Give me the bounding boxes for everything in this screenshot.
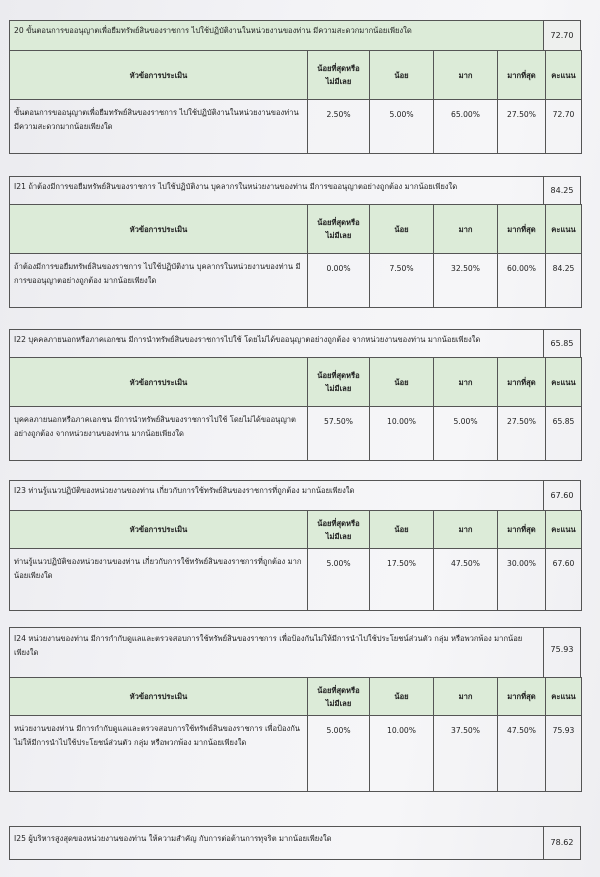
high-cell: 32.50%: [434, 254, 498, 308]
criteria-cell: ถ้าต้องมีการขอยืมทรัพย์สินของราชการ ไปใช้ปฏิบัติงาน บุคลากรในหน่วยงานของท่าน มีการขออนุญาตอย่างถูกต้อง มากน้อยเพียงใด: [10, 254, 308, 308]
col-header-criteria: หัวข้อการประเมิน: [10, 511, 308, 549]
col-header-criteria: หัวข้อการประเมิน: [10, 678, 308, 716]
high-cell: 47.50%: [434, 549, 498, 611]
col-header-high: มาก: [434, 51, 498, 100]
question-text: I23 ท่านรู้แนวปฏิบัติของหน่วยงานของท่าน เกี่ยวกับการใช้ทรัพย์สินของราชการที่ถูกต้อง มากน้อยเพียงใด: [14, 486, 355, 495]
col-header-low: น้อย: [370, 511, 434, 549]
assessment-table: [9, 677, 582, 792]
assessment-item-21: [9, 176, 581, 285]
question-text: 20 ขั้นตอนการขออนุญาตเพื่อยืมทรัพย์สินของราชการ ไปใช้ปฏิบัติงานในหน่วยงานของท่าน มีความสะดวกมากน้อยเพียงใด: [14, 26, 412, 35]
least-cell: 2.50%: [308, 100, 370, 154]
criteria-cell: หน่วยงานของท่าน มีการกำกับดูแลและตรวจสอบการใช้ทรัพย์สินของราชการ เพื่อป้องกันไม่ให้มีการนำไปใช้ประโยชน์ส่วนตัว กลุ่ม หรือพวกพ้อง มากน้อยเพียงใด: [10, 716, 308, 792]
highest-cell: 60.00%: [498, 254, 546, 308]
table-header-row: [10, 358, 582, 407]
score-cell: 75.93: [546, 716, 582, 792]
col-header-score: คะแนน: [546, 205, 582, 254]
table-header-row: [10, 511, 582, 549]
assessment-table: [9, 510, 582, 611]
col-header-highest: มากที่สุด: [498, 678, 546, 716]
score-cell: 84.25: [546, 254, 582, 308]
table-header-row: [10, 205, 582, 254]
question-header: [9, 480, 581, 512]
col-header-criteria: หัวข้อการประเมิน: [10, 51, 308, 100]
criteria-cell: ขั้นตอนการขออนุญาตเพื่อยืมทรัพย์สินของราชการ ไปใช้ปฏิบัติงานในหน่วยงานของท่าน มีความสะดวกมากน้อยเพียงใด: [10, 100, 308, 154]
col-header-highest: มากที่สุด: [498, 511, 546, 549]
col-header-criteria: หัวข้อการประเมิน: [10, 358, 308, 407]
table-row: [10, 254, 582, 308]
question-score: 72.70: [543, 21, 580, 51]
question-score: 78.62: [543, 827, 580, 859]
question-header: [9, 329, 581, 359]
col-header-low: น้อย: [370, 205, 434, 254]
col-header-high: มาก: [434, 678, 498, 716]
col-header-score: คะแนน: [546, 511, 582, 549]
question-header: [9, 826, 581, 860]
score-cell: 72.70: [546, 100, 582, 154]
assessment-item-25: [9, 826, 581, 860]
table-row: [10, 100, 582, 154]
criteria-cell: บุคคลภายนอกหรือภาคเอกชน มีการนำทรัพย์สินของราชการไปใช้ โดยไม่ได้ขออนุญาตอย่างถูกต้อง จากหน่วยงานของท่าน มากน้อยเพียงใด: [10, 407, 308, 461]
assessment-item-24: [9, 627, 581, 747]
low-cell: 5.00%: [370, 100, 434, 154]
col-header-high: มาก: [434, 358, 498, 407]
high-cell: 65.00%: [434, 100, 498, 154]
col-header-highest: มากที่สุด: [498, 358, 546, 407]
assessment-item-22: [9, 329, 581, 438]
col-header-high: มาก: [434, 511, 498, 549]
col-header-high: มาก: [434, 205, 498, 254]
high-cell: 5.00%: [434, 407, 498, 461]
low-cell: 7.50%: [370, 254, 434, 308]
col-header-least: น้อยที่สุดหรือไม่มีเลย: [308, 511, 370, 549]
highest-cell: 47.50%: [498, 716, 546, 792]
least-cell: 0.00%: [308, 254, 370, 308]
col-header-low: น้อย: [370, 358, 434, 407]
question-header: [9, 176, 581, 206]
col-header-highest: มากที่สุด: [498, 51, 546, 100]
criteria-cell: ท่านรู้แนวปฏิบัติของหน่วยงานของท่าน เกี่ยวกับการใช้ทรัพย์สินของราชการที่ถูกต้อง มากน้อยเพียงใด: [10, 549, 308, 611]
col-header-score: คะแนน: [546, 678, 582, 716]
score-cell: 65.85: [546, 407, 582, 461]
question-score: 65.85: [543, 330, 580, 358]
col-header-highest: มากที่สุด: [498, 205, 546, 254]
col-header-score: คะแนน: [546, 51, 582, 100]
highest-cell: 27.50%: [498, 407, 546, 461]
col-header-low: น้อย: [370, 678, 434, 716]
col-header-least: น้อยที่สุดหรือไม่มีเลย: [308, 205, 370, 254]
table-header-row: [10, 678, 582, 716]
col-header-low: น้อย: [370, 51, 434, 100]
table-row: [10, 407, 582, 461]
highest-cell: 30.00%: [498, 549, 546, 611]
question-header: [9, 627, 581, 679]
table-row: [10, 716, 582, 792]
high-cell: 37.50%: [434, 716, 498, 792]
least-cell: 5.00%: [308, 716, 370, 792]
question-header: [9, 20, 581, 52]
score-cell: 67.60: [546, 549, 582, 611]
col-header-score: คะแนน: [546, 358, 582, 407]
assessment-table: [9, 204, 582, 308]
col-header-criteria: หัวข้อการประเมิน: [10, 205, 308, 254]
col-header-least: น้อยที่สุดหรือไม่มีเลย: [308, 51, 370, 100]
question-score: 84.25: [543, 177, 580, 205]
highest-cell: 27.50%: [498, 100, 546, 154]
table-header-row: [10, 51, 582, 100]
col-header-least: น้อยที่สุดหรือไม่มีเลย: [308, 358, 370, 407]
assessment-table: [9, 357, 582, 461]
low-cell: 10.00%: [370, 407, 434, 461]
col-header-least: น้อยที่สุดหรือไม่มีเลย: [308, 678, 370, 716]
table-row: [10, 549, 582, 611]
question-text: I21 ถ้าต้องมีการขอยืมทรัพย์สินของราชการ ไปใช้ปฏิบัติงาน บุคลากรในหน่วยงานของท่าน มีการขออนุญาตอย่างถูกต้อง มากน้อยเพียงใด: [14, 182, 458, 191]
question-text: I24 หน่วยงานของท่าน มีการกำกับดูแลและตรวจสอบการใช้ทรัพย์สินของราชการ เพื่อป้องกันไม่ให้มีการนำไปใช้ประโยชน์ส่วนตัว กลุ่ม หรือพวกพ้อง มากน้อยเพียงใด: [14, 634, 523, 657]
least-cell: 57.50%: [308, 407, 370, 461]
assessment-item-23: [9, 480, 581, 580]
question-text: I22 บุคคลภายนอกหรือภาคเอกชน มีการนำทรัพย์สินของราชการไปใช้ โดยไม่ได้ขออนุญาตอย่างถูกต้อง จากหน่วยงานของท่าน มากน้อยเพียงใด: [14, 335, 481, 344]
low-cell: 17.50%: [370, 549, 434, 611]
assessment-item-20: [9, 20, 581, 131]
assessment-table: [9, 50, 582, 154]
question-score: 75.93: [543, 628, 580, 678]
low-cell: 10.00%: [370, 716, 434, 792]
least-cell: 5.00%: [308, 549, 370, 611]
question-score: 67.60: [543, 481, 580, 511]
question-text: I25 ผู้บริหารสูงสุดของหน่วยงานของท่าน ให้ความสำคัญ กับการต่อต้านการทุจริต มากน้อยเพียงใด: [14, 834, 332, 843]
